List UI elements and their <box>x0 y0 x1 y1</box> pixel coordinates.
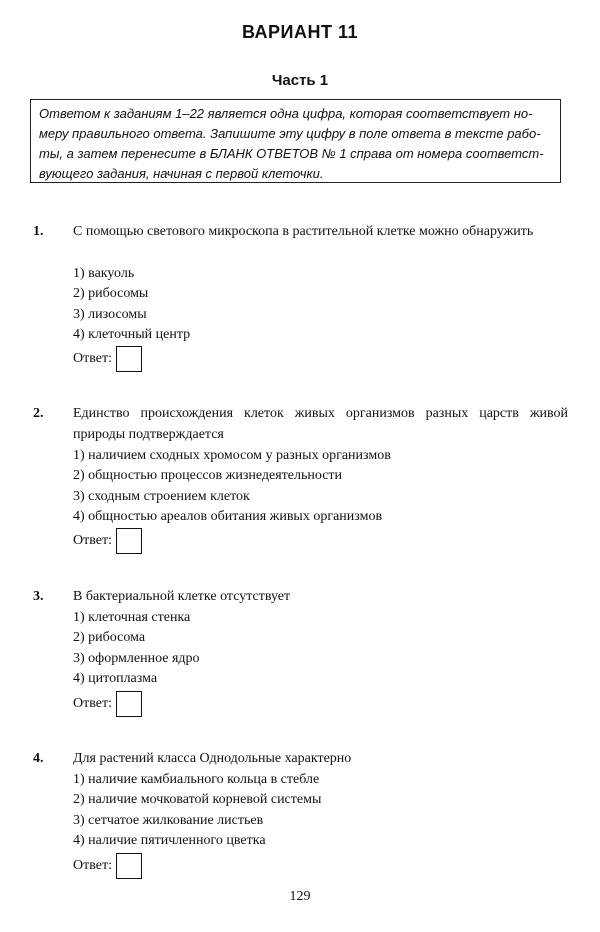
option-1: 1) наличие камбиального кольца в стебле <box>73 772 320 787</box>
question-text: Единство происхождения клеток живых организмов разных царств живой природы подтверждается <box>73 406 568 442</box>
option-1: 1) клеточная стенка <box>73 610 191 625</box>
option-2: 2) наличие мочковатой корневой системы <box>73 792 322 808</box>
answer-label: Ответ: <box>73 696 112 711</box>
answer-box[interactable] <box>116 346 142 372</box>
answer-label: Ответ: <box>73 858 112 873</box>
option-4: 4) клеточный центр <box>73 326 191 342</box>
page-number: 129 <box>289 889 311 904</box>
question-number: 2. <box>33 406 44 421</box>
instruction-box <box>30 99 561 183</box>
answer-row <box>73 851 142 881</box>
answer-row <box>73 526 142 556</box>
option-3: 3) сетчатое жилкование листьев <box>73 812 264 828</box>
option-4: 4) цитоплазма <box>73 670 158 686</box>
question-number: 3. <box>33 589 44 604</box>
options-list <box>73 770 321 851</box>
question-number: 1. <box>33 224 44 239</box>
question-text: Для растений класса Однодольные характерно <box>73 751 352 766</box>
answer-label: Ответ: <box>73 351 112 366</box>
part-title: Часть 1 <box>271 72 329 89</box>
answer-box[interactable] <box>116 691 142 717</box>
answer-box[interactable] <box>116 528 142 554</box>
option-2: 2) общностью процессов жизнедеятельности <box>73 468 343 484</box>
instruction-line: меру правильного ответа. Запишите эту цифру в поле ответа в тексте рабо- <box>39 126 541 141</box>
option-4: 4) общностью ареалов обитания живых организмов <box>73 508 383 524</box>
question-text: В бактериальной клетке отсутствует <box>73 589 291 604</box>
question-text: С помощью светового микроскопа в растительной клетке можно обнаружить <box>73 224 534 239</box>
answer-row <box>73 344 142 374</box>
question-number: 4. <box>33 751 44 766</box>
instruction-line: вующего задания, начиная с первой клеточки. <box>39 166 324 181</box>
option-2: 2) рибосома <box>73 630 146 646</box>
options-list <box>73 264 190 345</box>
option-1: 1) вакуоль <box>73 266 135 281</box>
answer-box[interactable] <box>116 853 142 879</box>
option-4: 4) наличие пятичленного цветка <box>73 832 266 848</box>
options-list <box>73 608 200 689</box>
option-1: 1) наличием сходных хромосом у разных организмов <box>73 448 391 463</box>
variant-title: ВАРИАНТ 11 <box>241 22 359 42</box>
options-list <box>73 446 391 527</box>
answer-label: Ответ: <box>73 533 112 548</box>
option-3: 3) сходным строением клеток <box>73 488 250 504</box>
instruction-line: ты, а затем перенесите в БЛАНК ОТВЕТОВ № 1 справа от номера соответст- <box>39 146 544 161</box>
answer-row <box>73 689 142 719</box>
option-2: 2) рибосомы <box>73 286 149 302</box>
instruction-line: Ответом к заданиям 1–22 является одна цифра, которая соответствует но- <box>39 106 533 121</box>
option-3: 3) оформленное ядро <box>73 650 200 666</box>
option-3: 3) лизосомы <box>73 306 147 322</box>
